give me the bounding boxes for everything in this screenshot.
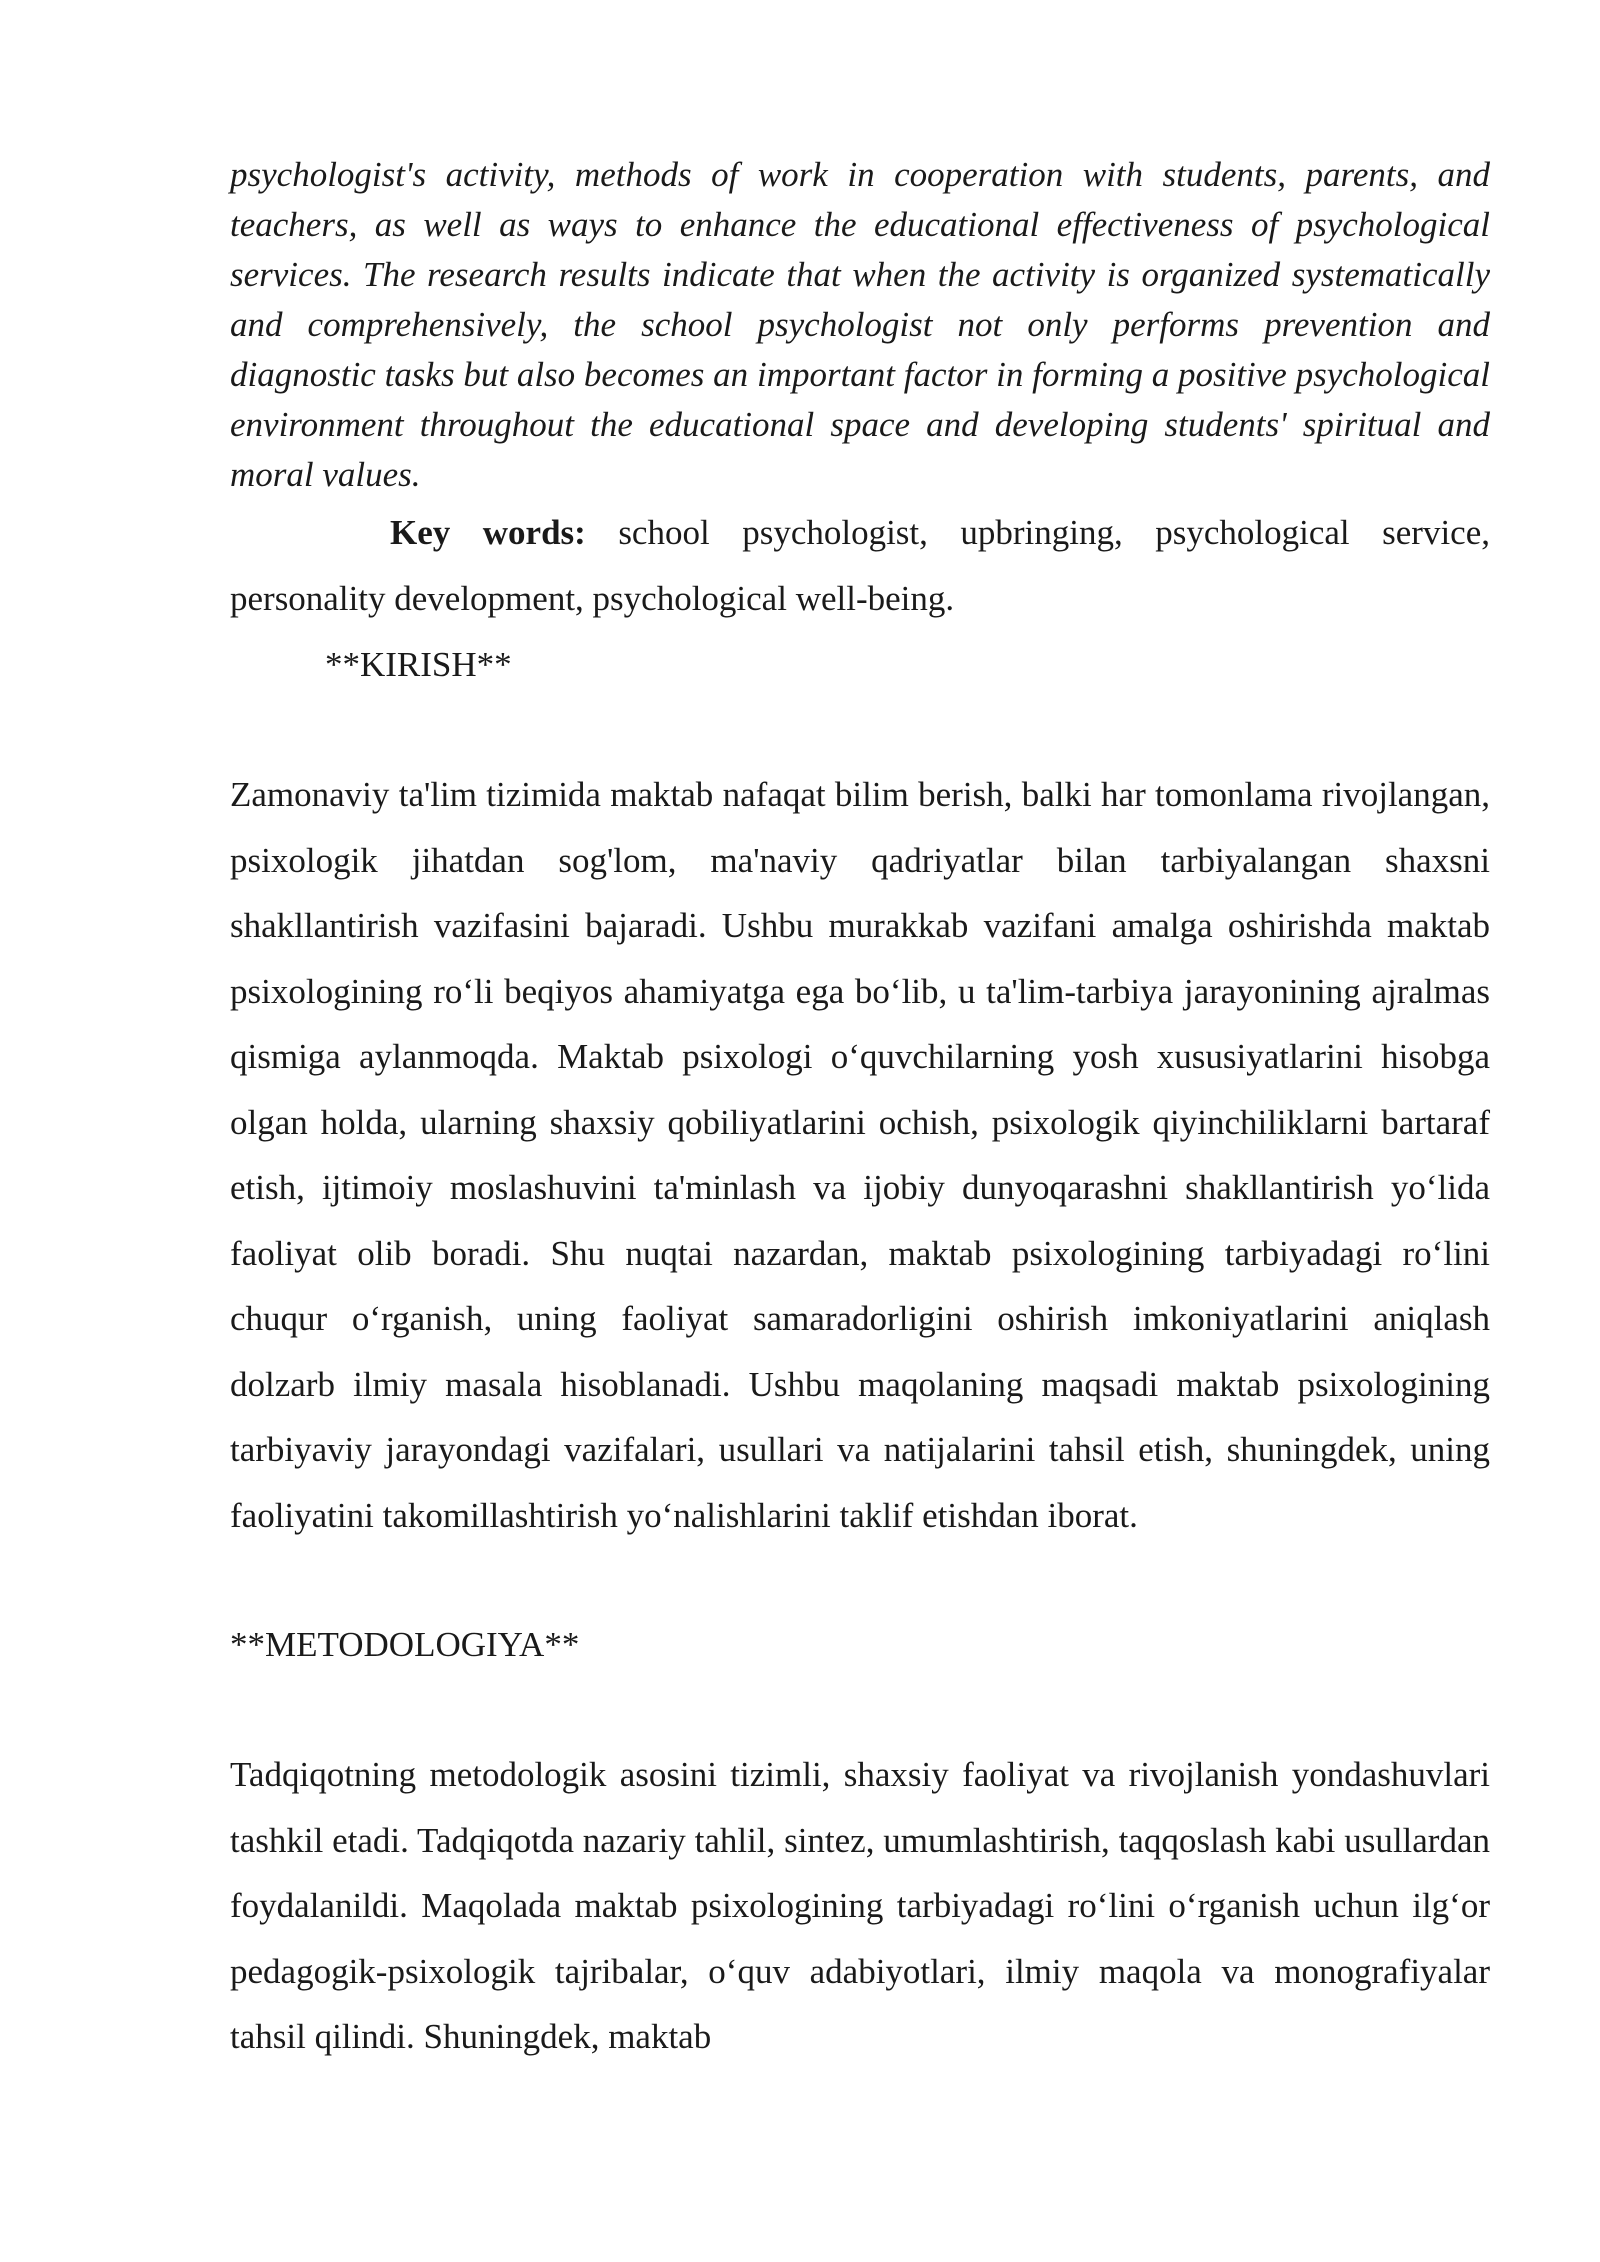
keywords-label: Key words: xyxy=(390,513,586,552)
keywords-text: school psychologist, upbringing, psychological service, personality development, psychological well-being. xyxy=(230,513,1490,618)
spacer xyxy=(230,1678,1490,1742)
document-page xyxy=(230,150,1490,2070)
spacer xyxy=(230,698,1490,762)
section-heading-intro: **KIRISH** xyxy=(325,645,512,684)
section-heading-methodology: **METODOLOGIYA** xyxy=(230,1625,580,1664)
intro-paragraph: Zamonaviy ta'lim tizimida maktab nafaqat bilim berish, balki har tomonlama rivojlangan, psixologik jihatdan sog'lom, ma'naviy qadriyatlar bilan tarbiyalangan shaxsni shakllantirish vazifasini bajaradi. Ushbu murakkab vazifani amalga oshirishda maktab psixologining roʻli beqiyos ahamiyatga ega boʻlib, u ta'lim-tarbiya jarayonining ajralmas qismiga aylanmoqda. Maktab psixologi oʻquvchilarning yosh xususiyatlarini hisobga olgan holda, ularning shaxsiy qobiliyatlarini ochish, psixologik qiyinchiliklarni bartaraf etish, ijtimoiy moslashuvini ta'minlash va ijobiy dunyoqarashni shakllantirish yoʻlida faoliyat olib boradi. Shu nuqtai nazardan, maktab psixologining tarbiyadagi roʻlini chuqur oʻrganish, uning faoliyat samaradorligini oshirish imkoniyatlarini aniqlash dolzarb ilmiy masala hisoblanadi. Ushbu maqolaning maqsadi maktab psixologining tarbiyaviy jarayondagi vazifalari, usullari va natijalarini tahsil etish, shuningdek, uning faoliyatini takomillashtirish yoʻnalishlarini taklif etishdan iborat. xyxy=(230,775,1490,1535)
methodology-paragraph: Tadqiqotning metodologik asosini tizimli, shaxsiy faoliyat va rivojlanish yondashuvlari tashkil etadi. Tadqiqotda nazariy tahlil, sintez, umumlashtirish, taqqoslash kabi usullardan foydalanildi. Maqolada maktab psixologining tarbiyadagi roʻlini oʻrganish uchun ilgʻor pedagogik-psixologik tajribalar, oʻquv adabiyotlari, ilmiy maqola va monografiyalar tahsil qilindi. Shuningdek, maktab xyxy=(230,1755,1490,2056)
abstract-paragraph: psychologist's activity, methods of work in cooperation with students, parents, and teachers, as well as ways to enhance the educational effectiveness of psychological services. The research results indicate that when the activity is organized systematically and comprehensively, the school psychologist not only performs prevention and diagnostic tasks but also becomes an important factor in forming a positive psychological environment throughout the educational space and developing students' spiritual and moral values. xyxy=(230,155,1490,494)
keywords-paragraph xyxy=(230,500,1490,632)
spacer xyxy=(230,1548,1490,1612)
